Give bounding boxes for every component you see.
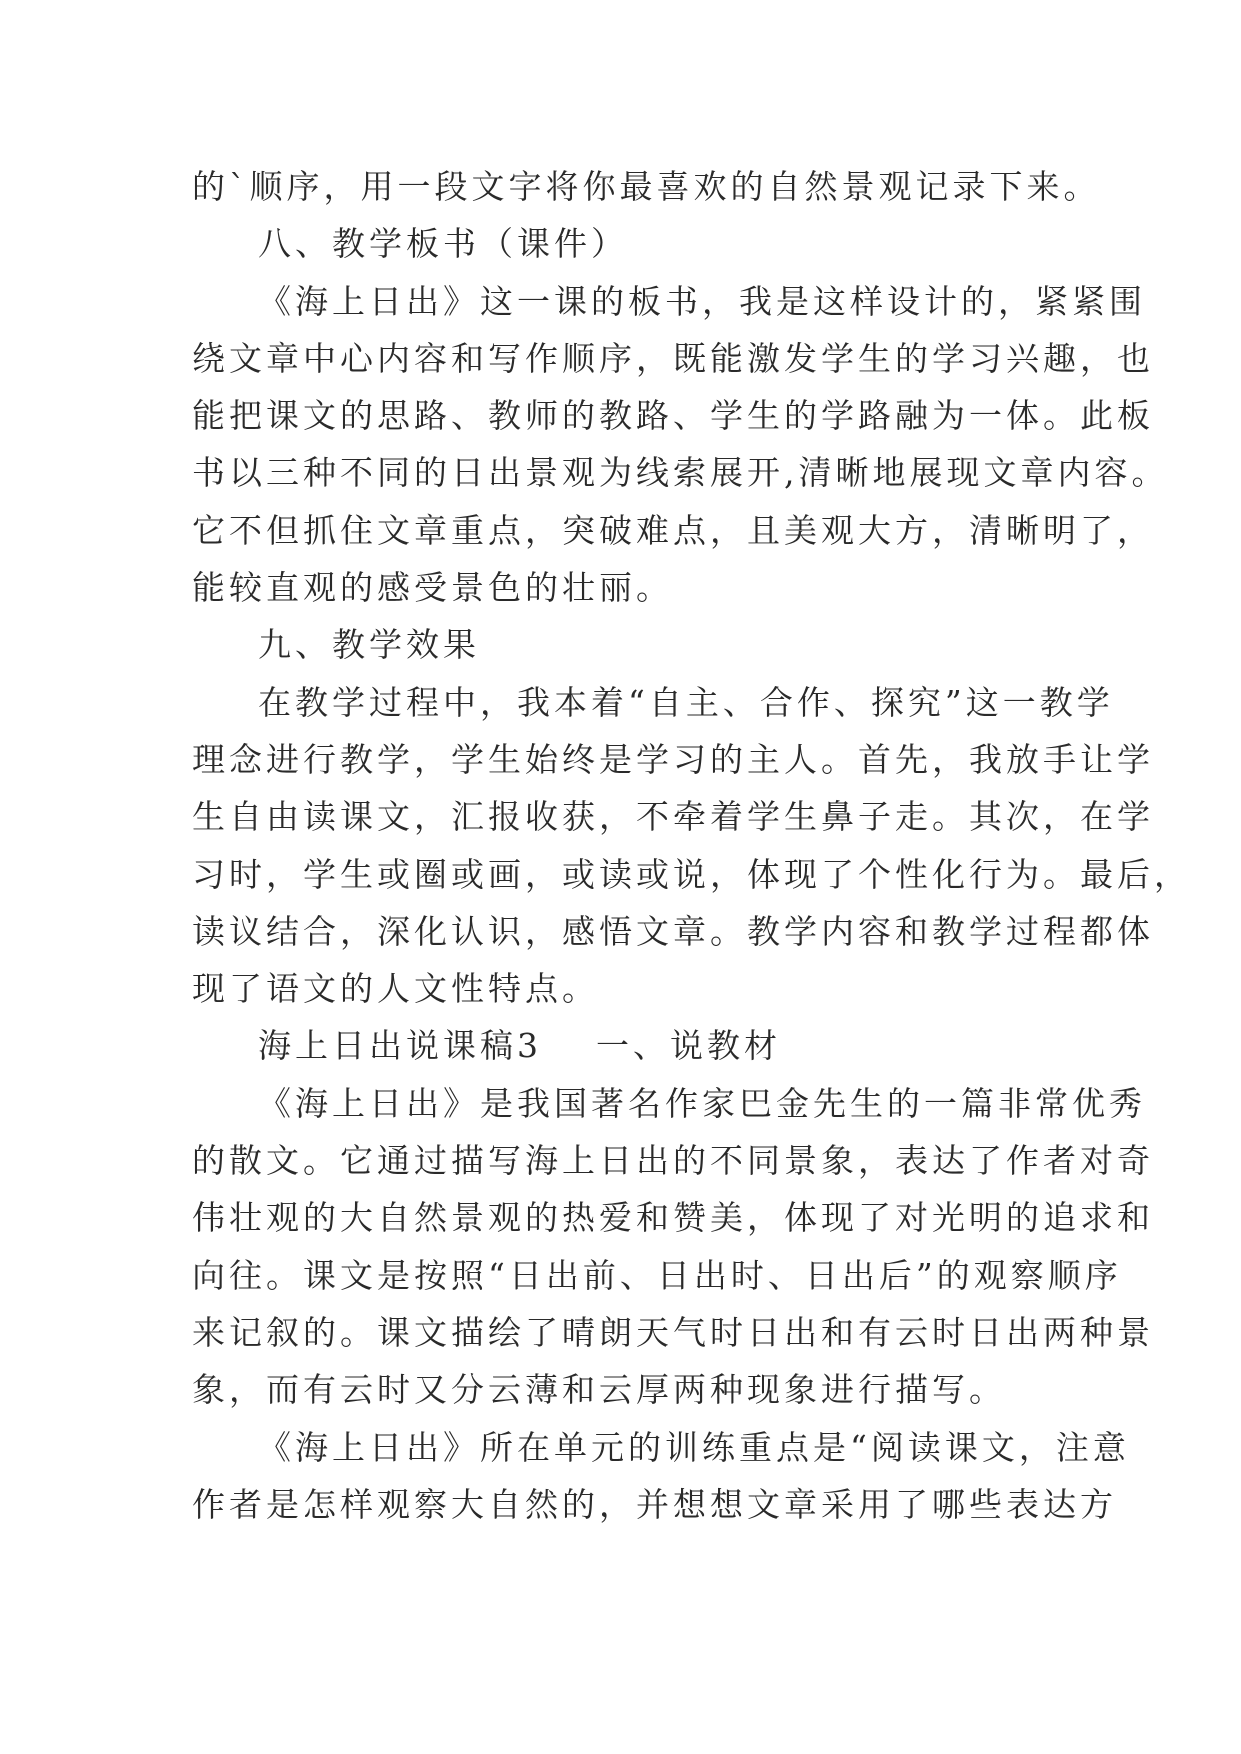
section-heading-effect: 九、教学效果 <box>258 625 480 665</box>
paragraph-line: 的散文。它通过描写海上日出的不同景象，表达了作者对奇 <box>192 1141 1154 1181</box>
section-heading-material: 一、说教材 <box>596 1026 781 1066</box>
doc-title-line <box>192 1017 1072 1074</box>
paragraph-line: 《海上日出》所在单元的训练重点是“阅读课文，注意 <box>258 1427 1130 1467</box>
paragraph-line: 在教学过程中，我本着“自主、合作、探究”这一教学 <box>258 682 1114 722</box>
paragraph-line: 象，而有云时又分云薄和云厚两种现象进行描写。 <box>192 1370 1006 1410</box>
paragraph-line: 作者是怎样观察大自然的，并想想文章采用了哪些表达方 <box>192 1484 1117 1524</box>
paragraph-line: 向往。课文是按照“日出前、日出时、日出后”的观察顺序 <box>192 1255 1122 1295</box>
paragraph-line: 习时，学生或圈或画，或读或说，体现了个性化行为。最后， <box>192 854 1191 894</box>
paragraph-line: 能较直观的感受景色的壮丽。 <box>192 568 673 608</box>
paragraph-line: 它不但抓住文章重点，突破难点，且美观大方，清晰明了， <box>192 510 1154 550</box>
paragraph-line: 现了语文的人文性特点。 <box>192 969 599 1009</box>
paragraph-line: 生自由读课文，汇报收获，不牵着学生鼻子走。其次，在学 <box>192 797 1154 837</box>
body-text <box>192 158 1191 1533</box>
paragraph-line: 《海上日出》这一课的板书，我是这样设计的，紧紧围 <box>258 281 1146 321</box>
doc-title: 海上日出说课稿3 <box>258 1026 542 1066</box>
paragraph-line: 绕文章中心内容和写作顺序，既能激发学生的学习兴趣，也 <box>192 338 1154 378</box>
paragraph-line: 书以三种不同的日出景观为线索展开,清晰地展现文章内容。 <box>192 453 1169 493</box>
paragraph-line: 来记叙的。课文描绘了晴朗天气时日出和有云时日出两种景 <box>192 1312 1154 1352</box>
section-heading-board: 八、教学板书（课件） <box>258 224 628 264</box>
paragraph-line: 读议结合，深化认识，感悟文章。教学内容和教学过程都体 <box>192 911 1154 951</box>
paragraph-line: 伟壮观的大自然景观的热爱和赞美，体现了对光明的追求和 <box>192 1198 1154 1238</box>
paragraph-line: 理念进行教学，学生始终是学习的主人。首先，我放手让学 <box>192 739 1154 779</box>
paragraph-line: 能把课文的思路、教师的教路、学生的学路融为一体。此板 <box>192 396 1154 436</box>
paragraph-line: 的`顺序，用一段文字将你最喜欢的自然景观记录下来。 <box>192 167 1101 206</box>
paragraph-line: 《海上日出》是我国著名作家巴金先生的一篇非常优秀 <box>258 1083 1146 1123</box>
